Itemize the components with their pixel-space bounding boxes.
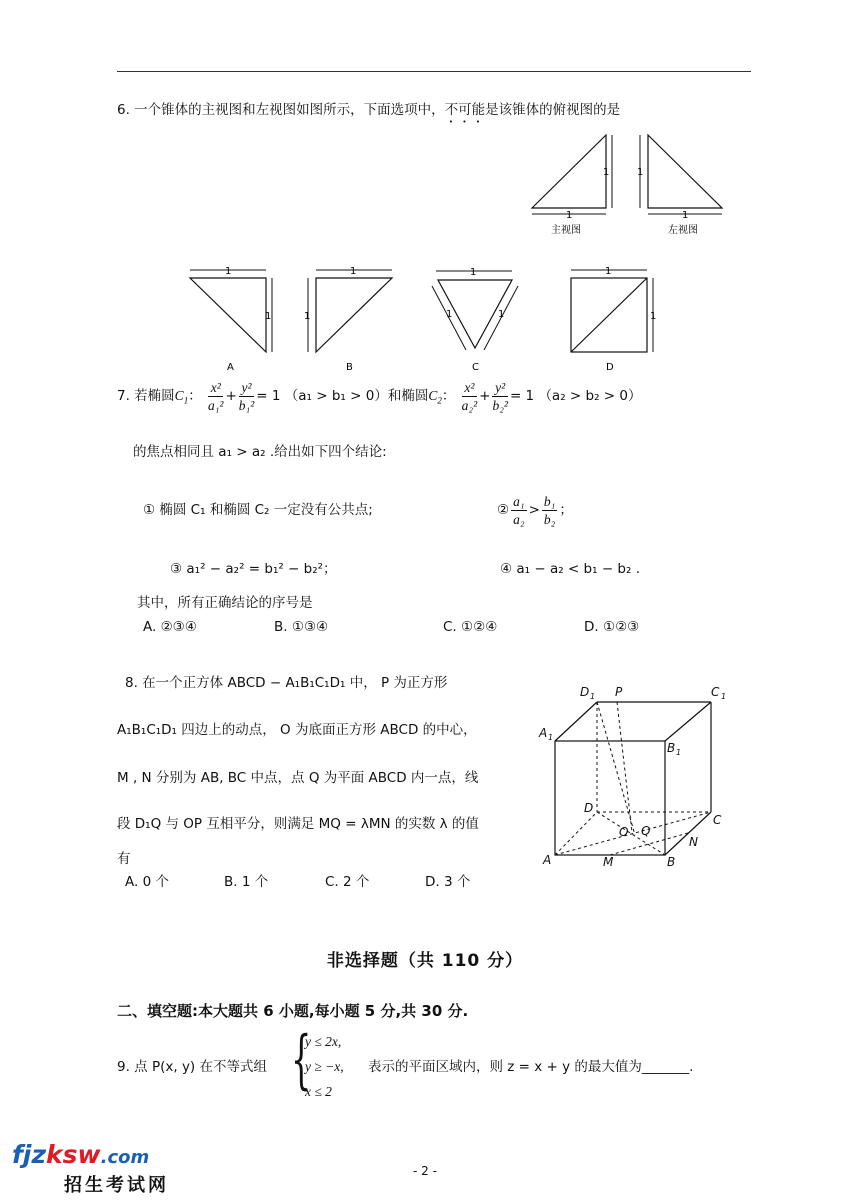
svg-text:1: 1 [470, 267, 477, 278]
svg-text:D: D [580, 685, 590, 699]
svg-text:A: A [539, 726, 548, 740]
svg-text:N: N [689, 835, 698, 849]
svg-text:1: 1 [676, 748, 682, 757]
q7-choice-d: D. ①②③ [584, 619, 640, 635]
header-rule [117, 71, 751, 72]
svg-text:B: B [667, 741, 676, 755]
q7-conclusion-4: ④ a₁ − a₂ < b₁ − b₂ . [500, 561, 640, 577]
q7-ask: 其中，所有正确结论的序号是 [137, 595, 313, 611]
svg-text:A: A [543, 853, 552, 867]
section-2-title: 二、填空题:本大题共 6 小题,每小题 5 分,共 30 分. [117, 1002, 469, 1020]
q9-post: 表示的平面区域内，则 z = x + y 的最大值为_______. [368, 1059, 694, 1075]
svg-text:1: 1 [605, 266, 612, 277]
svg-text:Q: Q [641, 824, 651, 838]
q9-brace: { [291, 1023, 312, 1097]
q6-option-d: D [606, 362, 614, 373]
svg-text:1: 1 [350, 266, 357, 277]
q8-line-2: A₁B₁C₁D₁ 四边上的动点， O 为底面正方形 ABCD 的中心， [117, 722, 477, 738]
q6-front-label: 主视图 [551, 225, 581, 236]
q9-ineq-2: y ≥ −x, [305, 1059, 344, 1074]
q7-choice-c: C. ①②④ [443, 619, 498, 635]
svg-text:1: 1 [650, 311, 657, 322]
q8-choice-a: A. 0 个 [125, 874, 169, 890]
q8-choice-d: D. 3 个 [425, 874, 471, 890]
svg-text:1: 1 [548, 733, 554, 742]
q8-line-1: 8. 在一个正方体 ABCD − A₁B₁C₁D₁ 中， P 为正方形 [125, 675, 448, 691]
q7-conclusion-1: ① 椭圆 C₁ 和椭圆 C₂ 一定没有公共点; [143, 502, 373, 518]
q9-pre: 9. 点 P(x, y) 在不等式组 [117, 1059, 267, 1075]
svg-text:1: 1 [566, 210, 573, 221]
svg-text:1: 1 [682, 210, 689, 221]
q8-choice-b: B. 1 个 [224, 874, 269, 890]
svg-text:1: 1 [225, 266, 232, 277]
q8-line-4: 段 D₁Q 与 OP 互相平分，则满足 MQ = λMN 的实数 λ 的值 [117, 816, 479, 832]
svg-text:1: 1 [304, 311, 311, 322]
q7-conclusion-2: ② $\frac{\text{a₁}}{\text{a₂}}$ > $\frac{\text{b₁}}{\text{b₂}}$ ； [497, 493, 573, 527]
svg-text:C: C [713, 813, 722, 827]
q6-views-figure [520, 128, 740, 240]
q6-option-b: B [346, 362, 353, 373]
svg-text:1: 1 [590, 692, 596, 701]
q9-ineq-1: y ≤ 2x, [305, 1034, 342, 1049]
q7-choice-b: B. ①③④ [274, 619, 329, 635]
q8-line-3: M , N 分别为 AB, BC 中点，点 Q 为平面 ABCD 内一点，线 [117, 770, 479, 786]
svg-text:1: 1 [721, 692, 727, 701]
q7-choice-a: A. ②③④ [143, 619, 197, 635]
q8-choice-c: C. 2 个 [325, 874, 370, 890]
q6-stem: 6. 一个锥体的主视图和左视图如图所示，下面选项中，不可能是该锥体的俯视图的是 [117, 102, 621, 118]
q6-left-label: 左视图 [668, 225, 698, 236]
q6-option-a: A [227, 362, 234, 373]
svg-text:C: C [711, 685, 720, 699]
q8-cube-figure [535, 680, 735, 870]
q7-conclusion-3: ③ a₁² − a₂² = b₁² − b₂²； [170, 561, 337, 577]
section-heading: 非选择题（共 110 分） [326, 951, 524, 971]
q6-front-height: 1 [603, 167, 610, 178]
q6-emphasis: 不可能 [444, 102, 486, 118]
q7-line2: 的焦点相同且 a₁ > a₂ .给出如下四个结论: [133, 444, 387, 460]
q9-ineq-3: x ≤ 2 [305, 1084, 332, 1099]
svg-text:1: 1 [265, 311, 272, 322]
svg-text:P: P [615, 685, 623, 699]
site-logo: fjzksw.com 招生考试网 [12, 1140, 169, 1196]
svg-text:1: 1 [498, 309, 505, 320]
svg-text:B: B [667, 855, 676, 869]
svg-text:O: O [619, 825, 629, 839]
q6-option-c: C [472, 362, 479, 373]
svg-text:1: 1 [446, 309, 453, 320]
svg-text:M: M [603, 855, 614, 869]
svg-text:D: D [584, 801, 594, 815]
q8-line-5: 有 [117, 851, 131, 867]
page-number: - 2 - [413, 1164, 437, 1178]
q6-options-figure [180, 262, 670, 374]
q7-stem: 7. 若椭圆$C_1$： $\frac{\text{x²}}{\text{a₁²}}$ + $\frac{\text{y²}}{\text{b₁²}}$ = 1 （a₁ > b₁ > 0）和椭圆$C_2$： $\frac{\text{x²}}{\text{a₂²}}$ + $\frac{\text{y²}}{\text{b₂²}}$ = 1 （a₂ > b₂ > 0） [117, 379, 642, 413]
svg-text:1: 1 [637, 167, 644, 178]
